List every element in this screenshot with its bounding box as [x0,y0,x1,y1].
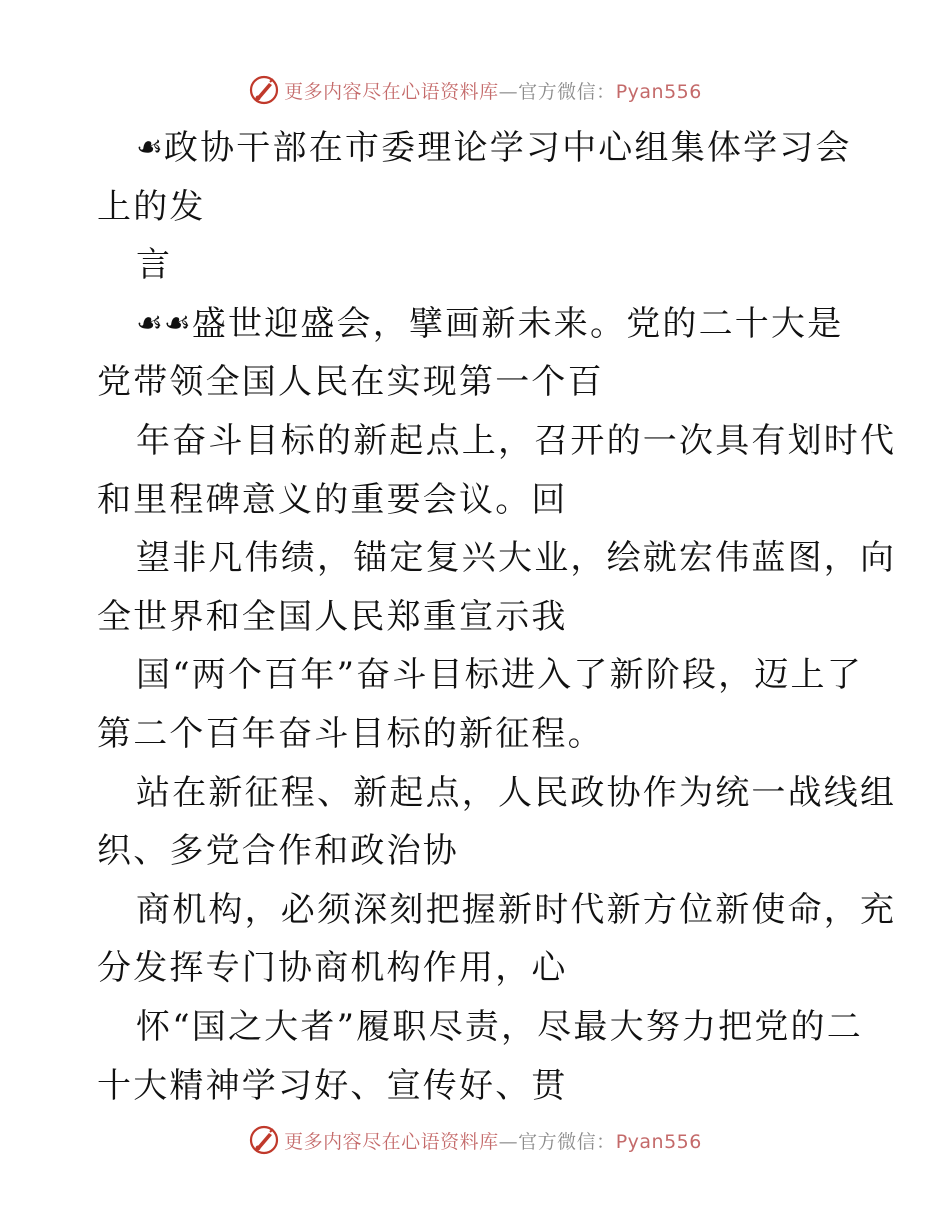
text-line-content: 第二个百年奋斗目标的新征程。 [97,714,604,754]
text-line [97,597,857,637]
fleuron-icon: ☙ [163,306,191,341]
text-line [97,187,857,227]
text-line-content: 言 [136,245,173,285]
text-line-content: 分发挥专门协商机构作用，心 [97,948,568,988]
text-line-content: 全世界和全国人民郑重宣示我 [97,597,568,637]
text-line [136,773,896,813]
text-line [136,890,896,930]
fleuron-icon: ☙ [136,130,163,165]
text-line-content: 望非凡伟绩，锚定复兴大业，绘就宏伟蓝图，向 [136,538,897,578]
text-line [136,304,896,344]
text-line-content: 政协干部在市委理论学习中心组集体学习会 [163,128,852,168]
text-line [97,714,857,754]
text-line-content: 上的发 [97,187,206,227]
text-line-content: 国“两个百年”奋斗目标进入了新阶段，迈上了 [136,655,863,695]
brush-logo-icon [248,1124,280,1156]
text-line [97,948,857,988]
text-line [136,538,896,578]
text-line [136,1007,896,1047]
text-line-content: 织、多党合作和政治协 [97,831,459,871]
text-line-content: 党带领全国人民在实现第一个百 [97,362,604,402]
text-line-content: 商机构，必须深刻把握新时代新方位新使命，充 [136,890,897,930]
text-line [97,362,857,402]
fleuron-icon: ☙ [136,306,163,341]
text-line-content: 十大精神学习好、宣传好、贯 [97,1066,568,1106]
text-line [136,421,896,461]
header-watermark-text: 更多内容尽在心语资料库—官方微信：Pyan556 [284,80,702,103]
footer-watermark [0,1122,950,1158]
text-line [136,655,896,695]
text-line [97,1066,857,1106]
text-line-content: 盛世迎盛会，擘画新未来。党的二十大是 [191,304,844,344]
text-line [136,128,896,168]
text-line [136,245,896,285]
footer-watermark-text: 更多内容尽在心语资料库—官方微信：Pyan556 [284,1130,702,1153]
text-line-content: 年奋斗目标的新起点上，召开的一次具有划时代 [136,421,897,461]
text-line [97,480,857,520]
text-line-content: 站在新征程、新起点，人民政协作为统一战线组 [136,773,897,813]
text-line-content: 怀“国之大者”履职尽责，尽最大努力把党的二 [136,1007,863,1047]
text-line [97,831,857,871]
text-line-content: 和里程碑意义的重要会议。回 [97,480,568,520]
